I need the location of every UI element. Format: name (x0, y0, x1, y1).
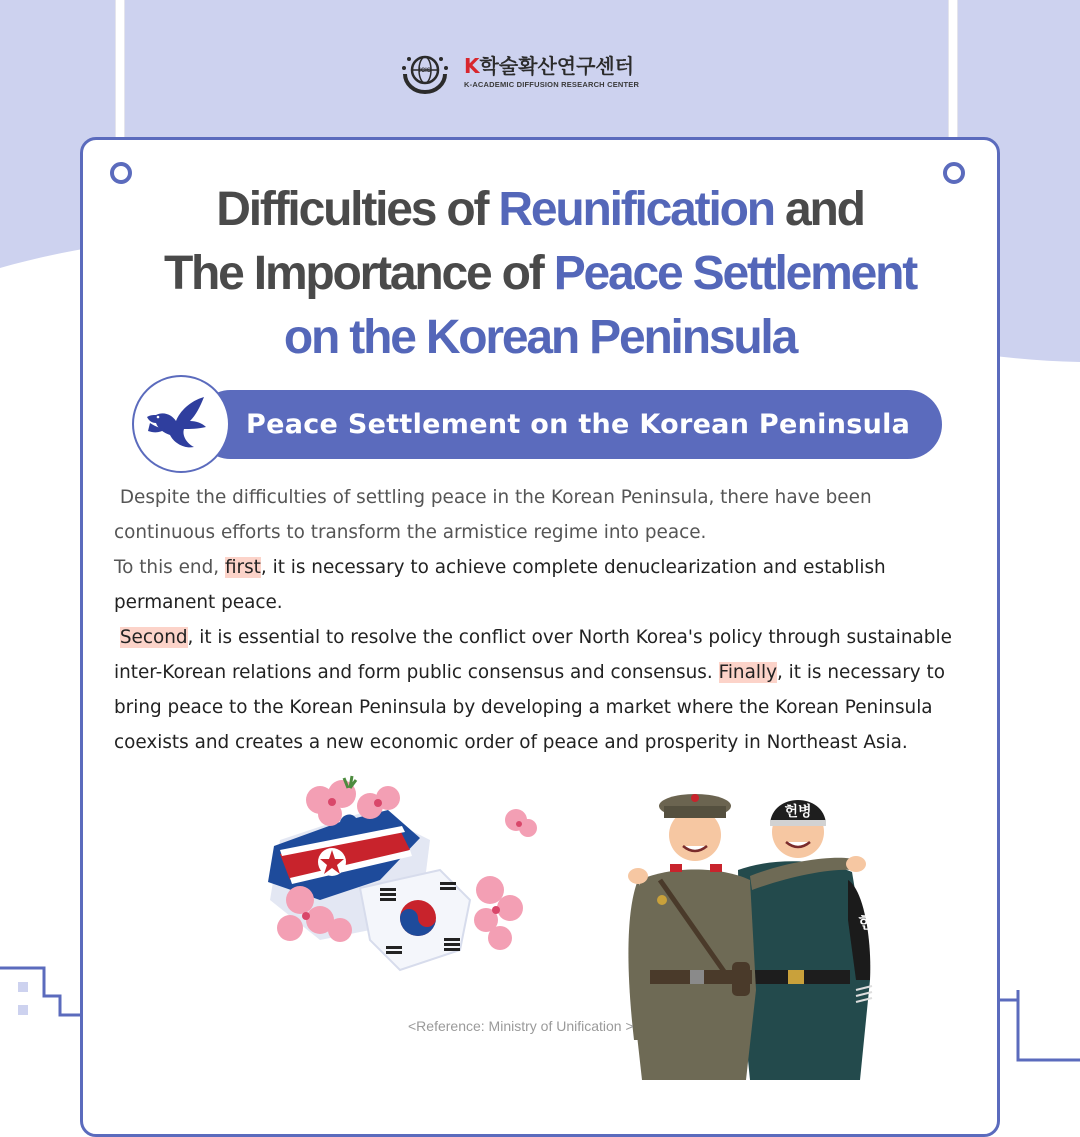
paragraph-second-rest: , it is necessary to bring peace to the Korean Peninsula by developing a market where the Korean Peninsula coexists and creates a new economic order of peace and prosperity in Northeast Asia. (114, 662, 951, 753)
emblem-text: ICIS (419, 68, 431, 74)
paragraph-first (114, 550, 974, 620)
paragraph-second-lead (114, 627, 120, 648)
org-name-korean (464, 53, 639, 78)
armband-text: 헌 (858, 913, 874, 932)
paragraph-first-lead: To this end, (114, 557, 225, 578)
page-title (80, 178, 1000, 370)
korea-flags-puzzle-icon (260, 770, 550, 980)
soldiers-icon (620, 780, 890, 1080)
title-line1-part1: Difficulties of (216, 183, 499, 236)
org-name-k: K (464, 53, 480, 78)
paragraph-second (114, 620, 974, 760)
paragraph-intro: Despite the difficulties of settling peace in the Korean Peninsula, there have been continuous efforts to transform the armistice regime into peace. (114, 487, 878, 543)
highlight-finally: Finally (718, 662, 777, 683)
reference-note: <Reference: Ministry of Unification > (408, 1018, 634, 1034)
highlight-second: Second (119, 627, 188, 648)
title-line3: on the Korean Peninsula (283, 311, 797, 364)
body-text (114, 480, 974, 760)
paragraph-second-middle: , it is essential to resolve the conflict over North Korea's policy through sustainable inter-Korean relations and form public consensus and consensus. (114, 627, 958, 683)
org-name-english: K-ACADEMIC DIFFUSION RESEARCH CENTER (464, 79, 640, 89)
highlight-first: first (224, 557, 261, 578)
helmet-text: 헌병 (784, 804, 812, 820)
section-header-label: Peace Settlement on the Korean Peninsula (246, 409, 911, 440)
title-line2-part1: The Importance of (163, 247, 554, 300)
org-logo (400, 50, 639, 94)
title-keyword-reunification: Reunification (498, 183, 774, 236)
dove-icon (146, 393, 216, 455)
paragraph-first-rest: , it is necessary to achieve complete denuclearization and establish permanent peace. (114, 557, 892, 613)
title-keyword-peace-settlement: Peace Settlement (553, 247, 917, 300)
title-line1-part3: and (773, 183, 864, 236)
globe-emblem-icon (400, 50, 450, 94)
dove-badge (132, 375, 230, 473)
org-name-rest: 학술확산연구센터 (479, 53, 635, 78)
